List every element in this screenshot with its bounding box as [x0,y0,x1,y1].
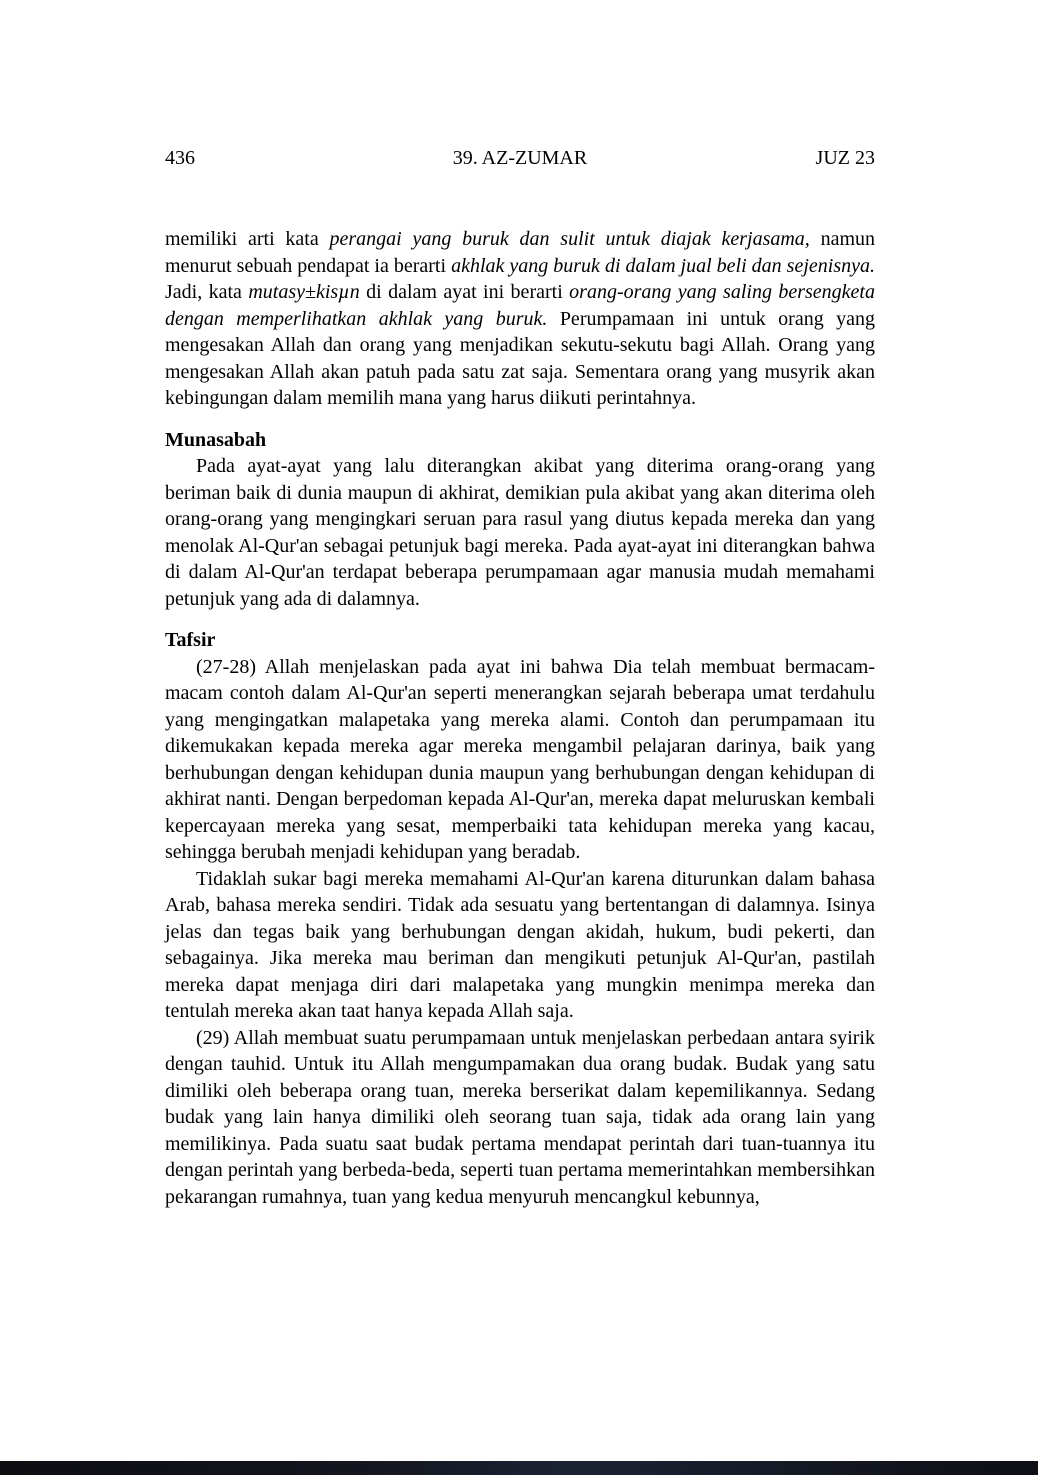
text-run: Tidaklah sukar bagi mereka memahami Al-Qur'an karena diturunkan dalam bahasa Arab, bahasa mereka sendiri. Tidak ada sesuatu yang bertentangan di dalamnya. Isinya jelas dan tegas baik yang berhubungan dengan akidah, hukum, budi pekerti, dan sebagainya. Jika mereka mau beriman dan mengikuti petunjuk Al-Qur'an, pastilah mereka dapat menjaga diri dari malapetaka yang mungkin menimpa mereka dan tentulah mereka akan taat hanya kepada Allah saja. [165,867,875,1022]
text-run: di dalam ayat ini berarti [359,281,570,303]
italic-text-run: akhlak yang buruk di dalam jual beli dan sejenisnya. [451,254,875,277]
italic-text-run: perangai yang buruk dan sulit untuk diajak kerjasama, [329,228,810,250]
bottom-scan-edge [0,1461,1038,1475]
italic-text-run: orang-orang yang saling bersengketa dengan memperlihatkan akhlak yang buruk. [165,281,875,330]
surah-title: 39. AZ-ZUMAR [452,147,588,169]
text-run: namun menurut sebuah pendapat ia berarti [165,228,875,277]
text-run: Pada ayat-ayat yang lalu diterangkan akibat yang diterima orang-orang yang beriman baik di dunia maupun di akhirat, demikian pula akibat yang akan diterima oleh orang-orang yang mengingkari seruan para rasul yang diutus kepada mereka dan yang menolak Al-Qur'an sebagai petunjuk bagi mereka. Pada ayat-ayat ini diterangkan bahwa di dalam Al-Qur'an terdapat beberapa perumpamaan agar manusia mudah memahami petunjuk yang ada di dalamnya. [165,455,875,610]
section-heading: Tafsir [165,629,216,651]
page-number: 436 [165,147,195,169]
section-heading: Munasabah [165,428,267,451]
text-run: Perumpamaan ini untuk orang yang mengesakan Allah dan orang yang menjadikan sekutu-sekutu bagi Allah. Orang yang mengesakan Allah akan patuh pada satu zat saja. Sementara orang yang musyrik akan kebingungan dalam memilih mana yang harus diikuti perintahnya. [165,307,875,409]
juz-label: JUZ 23 [815,147,875,169]
page-body [165,226,875,1210]
paragraph [165,1025,875,1211]
paragraph [165,226,875,412]
text-run: Jadi, kata [165,281,249,303]
page-header [165,146,875,170]
text-run: (27-28) Allah menjelaskan pada ayat ini bahwa Dia telah membuat bermacam-macam contoh dalam Al-Qur'an seperti menerangkan sejarah beberapa umat terdahulu yang mengingatkan malapetaka yang mereka alami. Contoh dan perumpamaan itu dikemukakan kepada mereka agar mereka mengambil pelajaran darinya, baik yang berhubungan dengan kehidupan dunia maupun yang berhubungan dengan kehidupan di akhirat nanti. Dengan berpedoman kepada Al-Qur'an, mereka dapat meluruskan kembali kepercayaan mereka yang sesat, memperbaiki tata kehidupan mereka yang kacau, sehingga berubah menjadi kehidupan yang beradab. [165,655,875,863]
paragraph [165,453,875,612]
paragraph [165,654,875,866]
italic-text-run: mutasy±kisµn [248,281,360,303]
text-run: (29) Allah membuat suatu perumpamaan untuk menjelaskan perbedaan antara syirik dengan tauhid. Untuk itu Allah mengumpamakan dua orang budak. Budak yang satu dimiliki oleh beberapa orang tuan, mereka berserikat dalam kepemilikannya. Sedang budak yang lain hanya dimiliki oleh seorang tuan saja, tidak ada orang lain yang memilikinya. Pada suatu saat budak pertama mendapat perintah dari tuan-tuannya itu dengan perintah yang berbeda-beda, seperti tuan pertama memerintahkan membersihkan pekarangan rumahnya, tuan yang kedua menyuruh mencangkul kebunnya, [165,1026,875,1208]
paragraph [165,866,875,1025]
text-run: memiliki arti kata [165,228,330,250]
